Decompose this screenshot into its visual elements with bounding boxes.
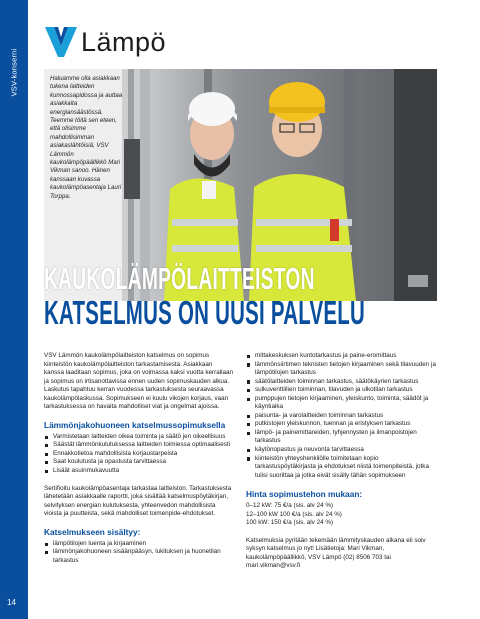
list-item: kiinteistön yhteyshenkilölle toimitetaan kopio tarkastuspöytäkirjasta ja ehdotukset niistä toimenpiteistä, jotka tulisi suorittaa ja jotka eivät sisälly tähän sopimukseen	[246, 455, 438, 481]
intro-paragraph: VSV Lämmön kaukolämpölaitteiston katselmus on sopimus kiinteistön kaukolämpölaitteiston tarkastamisesta. Asiakkaan kanssa laaditaan sopimus, joka on voimassa kaksi vuotta kerrallaan ja sopimus on irtisanottavissa ennen uuden sopimuskauden alkua. Laskutus tapahtuu kerran vuodessa tarkastuksesta seuraavassa kaukolämpölaskussa. Sopimukseen ei kuulu vikojen korjaus, vaan tarkastuksessa on havaita mahdolliset viat ja ongelmat ajoissa.	[44, 352, 234, 411]
list-item: lämpö- ja painemittareiden, tyhjennysten ja ilmanpoistojen tarkastus	[246, 429, 438, 446]
benefits-list	[44, 433, 234, 476]
logo-text: Lämpö	[81, 26, 167, 57]
left-column	[44, 352, 234, 565]
inspection-list	[246, 352, 438, 480]
closing-paragraph: Katselmuksia pyritään tekemään lämmityskauden alkana eli soiv syksyn katselmus jo nyt! Lisätietoja: Mari Vikman, kaukolämpöpäällikkö, VSV Lämpö (02) 8506 703 tai mari.vikman@vsv.fi	[246, 536, 426, 570]
subheading-includes: Katselmukseen sisältyy:	[44, 526, 141, 537]
list-item: Lisäät asuinmukavuutta	[44, 467, 234, 476]
article-headline	[44, 262, 437, 330]
sidebar-label: VSV-konserni	[9, 48, 19, 97]
right-column	[246, 352, 438, 571]
price-line: 0–12 kW: 75 €/a (sis. alv 24 %)	[246, 502, 334, 510]
report-paragraph: Sertifioitu kaukolämpöasentaja tarkastaa laitteiston. Tarkastuksesta lähetetään asiakkaalle raportti, joka sisältää katselmuspöytäkirjan, selvityksen energian kulutuksesta, yhteenvedon mahdollisista vioista ja puutteista, sekä mahdolliset toimenpide-ehdotukset.	[44, 484, 232, 518]
price-line: 100 kW: 150 €/a (sis. alv 24 %)	[246, 519, 334, 527]
list-item: Säästät lämmönkulutuksessa laitteiden toimiessa optimaalisesti	[44, 441, 234, 450]
headline-line-1: KAUKOLÄMPÖLAITTEISTON	[44, 261, 315, 296]
list-item: pumppujen tietojen kirjaaminen, yleiskunto, toiminta, säädöt ja käyntiaika	[246, 395, 438, 412]
list-item: Varmistetaan laitteiden oikea toiminta ja säätö jen oikeellisuus	[44, 433, 234, 442]
price-line: 12–100 kW 100 €/a (sis. alv 24 %)	[246, 510, 342, 518]
list-item: lämpötilojen luenta ja kirjaaminen	[44, 540, 234, 549]
photo-caption: Haluamme olla asiakkaan tukena laitteiden kunnossapidossa ja auttaa asiakkaita energiansäästössä. Teemme töitä sen eteen, että olisimme mahdollisimman asiakaslähtöisiä, VSV Lämmön kaukolämpöpäällikkö Mari Vikman sanoo. Hänen kanssaan kuvassa kaukolämpöasentaja Lauri Torppa.	[50, 75, 123, 200]
list-item: mittakeskuksen kuntotarkastus ja paine-eromittaus	[246, 352, 438, 361]
list-item: sulkuventtiilien toiminnan, tilavuden ja ulkotilan tarkastus	[246, 386, 438, 395]
vsv-lampo-logo	[45, 26, 166, 58]
list-item: paisunta- ja varolaitteiden toiminnan tarkastus	[246, 412, 438, 421]
price-heading: Hinta sopimustehon mukaan:	[246, 489, 363, 500]
list-item: lämmönjakohuoneen sisäänpääsyn, lukituksen ja huonetilan tarkastus	[44, 548, 234, 565]
list-item: putkistojen yleiskunnon, tuennan ja eristyksen tarkastus	[246, 420, 438, 429]
list-item: lämmönsiirtimen teknisten tietojen kirjaaminen sekä tilavuuden ja lämpötilojen tarkastus	[246, 361, 438, 378]
sidebar	[0, 0, 28, 619]
list-item: käytönopastus ja neuvonta tarvittaessa	[246, 446, 438, 455]
list-item: Ennakkotietoa mahdollisista korjaustarpeista	[44, 450, 234, 459]
list-item: säätölaitteiden toiminnan tarkastus, säätökäyrien tarkastus	[246, 378, 438, 387]
list-item: Saat koulutusta ja opastusta tarvittaessa	[44, 458, 234, 467]
subheading-agreement: Lämmönjakohuoneen katselmussopimuksella	[44, 419, 226, 430]
includes-list	[44, 540, 234, 566]
v-logo-icon	[45, 26, 77, 58]
headline-line-2: KATSELMUS ON UUSI PALVELU	[44, 294, 366, 331]
page-number: 14	[7, 598, 16, 607]
